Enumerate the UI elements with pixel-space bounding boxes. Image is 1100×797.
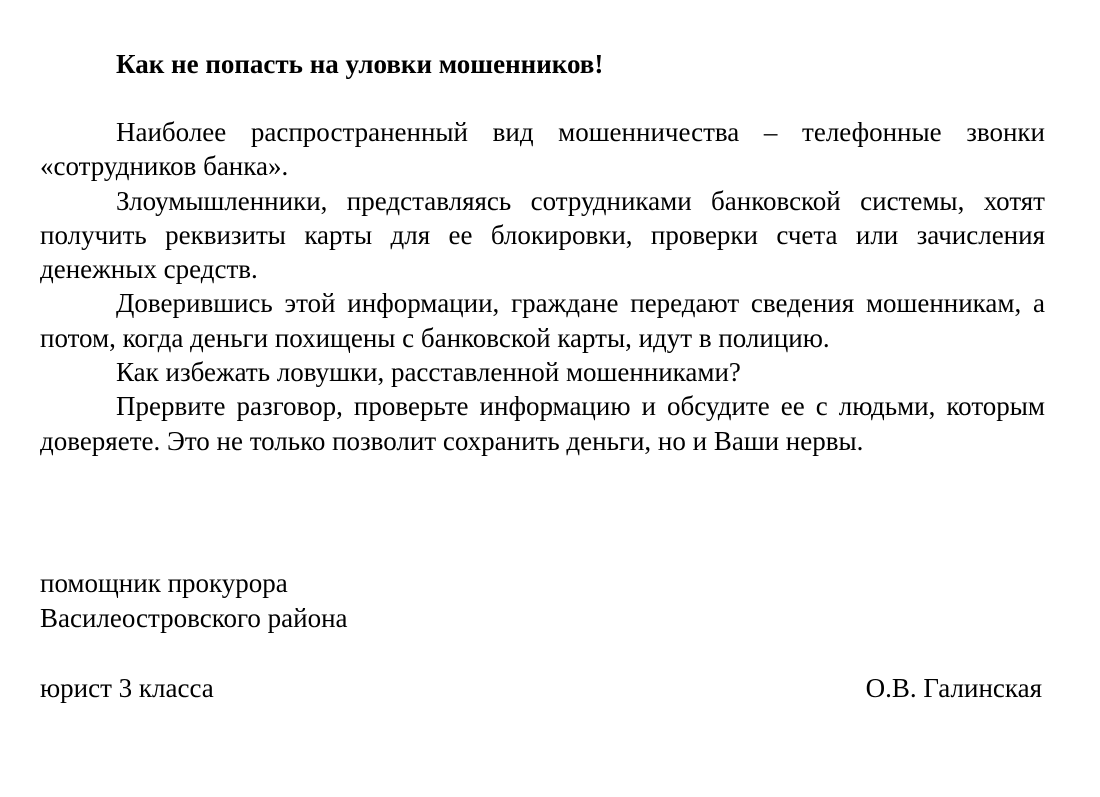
signature-position-line1: помощник прокурора [40, 568, 288, 598]
signature-rank: юрист 3 класса [40, 673, 214, 703]
signature-position-line2: Василеостровского района [40, 603, 348, 633]
paragraph-3: Доверившись этой информации, граждане передают сведения мошенникам, а потом, когда деньги похищены с банковской карты, идут в полицию. [40, 288, 1045, 353]
signature-name: О.В. Галинская [865, 673, 1042, 703]
paragraph-5: Прервите разговор, проверьте информацию и обсудите ее с людьми, которым доверяете. Это не только позволит сохранить деньги, но и Ваши нервы. [40, 391, 1045, 456]
document-title: Как не попасть на уловки мошенников! [116, 49, 604, 79]
paragraph-1: Наиболее распространенный вид мошенничества – телефонные звонки «сотрудников банка». [40, 117, 1045, 182]
document-body [40, 115, 1045, 458]
paragraph-2: Злоумышленники, представляясь сотрудниками банковской системы, хотят получить реквизиты карты для ее блокировки, проверки счета или зачисления денежных средств. [40, 185, 1045, 285]
paragraph-4: Как избежать ловушки, расставленной мошенниками? [116, 357, 741, 388]
